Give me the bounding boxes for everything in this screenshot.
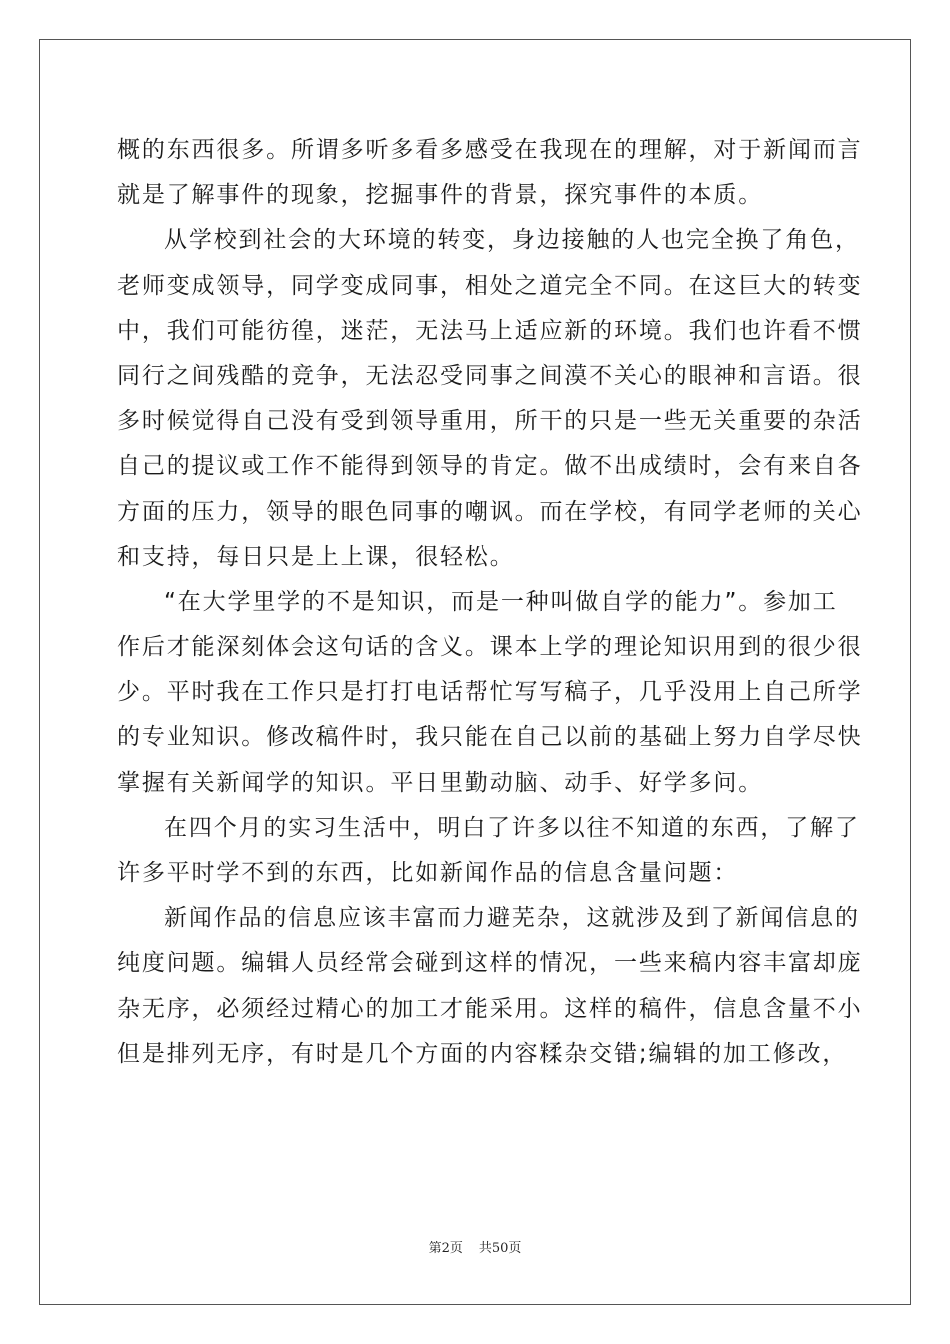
text-line: 许多平时学不到的东西，比如新闻作品的信息含量问题： — [117, 860, 739, 886]
text-line: 少。平时我在工作只是打打电话帮忙写写稿子，几乎没用上自己所学 — [117, 679, 863, 706]
text-line: 但是排列无序，有时是几个方面的内容糅杂交错;编辑的加工修改， — [117, 1040, 848, 1067]
page-total: 共50页 — [478, 1241, 522, 1256]
page-footer — [0, 1237, 950, 1256]
text-line: 在四个月的实习生活中，明白了许多以往不知道的东西，了解了 — [164, 814, 860, 841]
text-line: 新闻作品的信息应该丰富而力避芜杂，这就涉及到了新闻信息的 — [164, 905, 860, 932]
text-line: 掌握有关新闻学的知识。平日里勤动脑、动手、好学多问。 — [117, 769, 764, 796]
text-line: 同行之间残酷的竞争，无法忍受同事之间漠不关心的眼神和言语。很 — [117, 362, 863, 389]
text-line: “在大学里学的不是知识，而是一种叫做自学的能力”。参加工 — [164, 588, 838, 615]
text-line: 就是了解事件的现象，挖掘事件的背景，探究事件的本质。 — [117, 182, 764, 209]
text-line: 从学校到社会的大环境的转变，身边接触的人也完全换了角色， — [164, 227, 860, 254]
text-line: 杂无序，必须经过精心的加工才能采用。这样的稿件，信息含量不小 — [117, 995, 863, 1022]
text-line: 中，我们可能彷徨，迷茫，无法马上适应新的环境。我们也许看不惯 — [117, 317, 863, 344]
text-line: 概的东西很多。所谓多听多看多感受在我现在的理解，对于新闻而言 — [117, 137, 863, 163]
text-line: 纯度问题。编辑人员经常会碰到这样的情况，一些来稿内容丰富却庞 — [117, 950, 863, 977]
text-line: 作后才能深刻体会这句话的含义。课本上学的理论知识用到的很少很 — [117, 634, 863, 661]
text-line: 自己的提议或工作不能得到领导的肯定。做不出成绩时，会有来自各 — [117, 453, 863, 480]
document-body — [117, 128, 863, 1077]
text-line: 多时候觉得自己没有受到领导重用，所干的只是一些无关重要的杂活 — [117, 408, 863, 435]
text-line: 方面的压力，领导的眼色同事的嘲讽。而在学校，有同学老师的关心 — [117, 498, 863, 525]
text-line: 和支持，每日只是上上课，很轻松。 — [117, 543, 515, 570]
page-number: 第2页 — [428, 1241, 463, 1256]
text-line: 老师变成领导，同学变成同事，相处之道完全不同。在这巨大的转变 — [117, 272, 863, 299]
text-line: 的专业知识。修改稿件时，我只能在自己以前的基础上努力自学尽快 — [117, 724, 863, 751]
